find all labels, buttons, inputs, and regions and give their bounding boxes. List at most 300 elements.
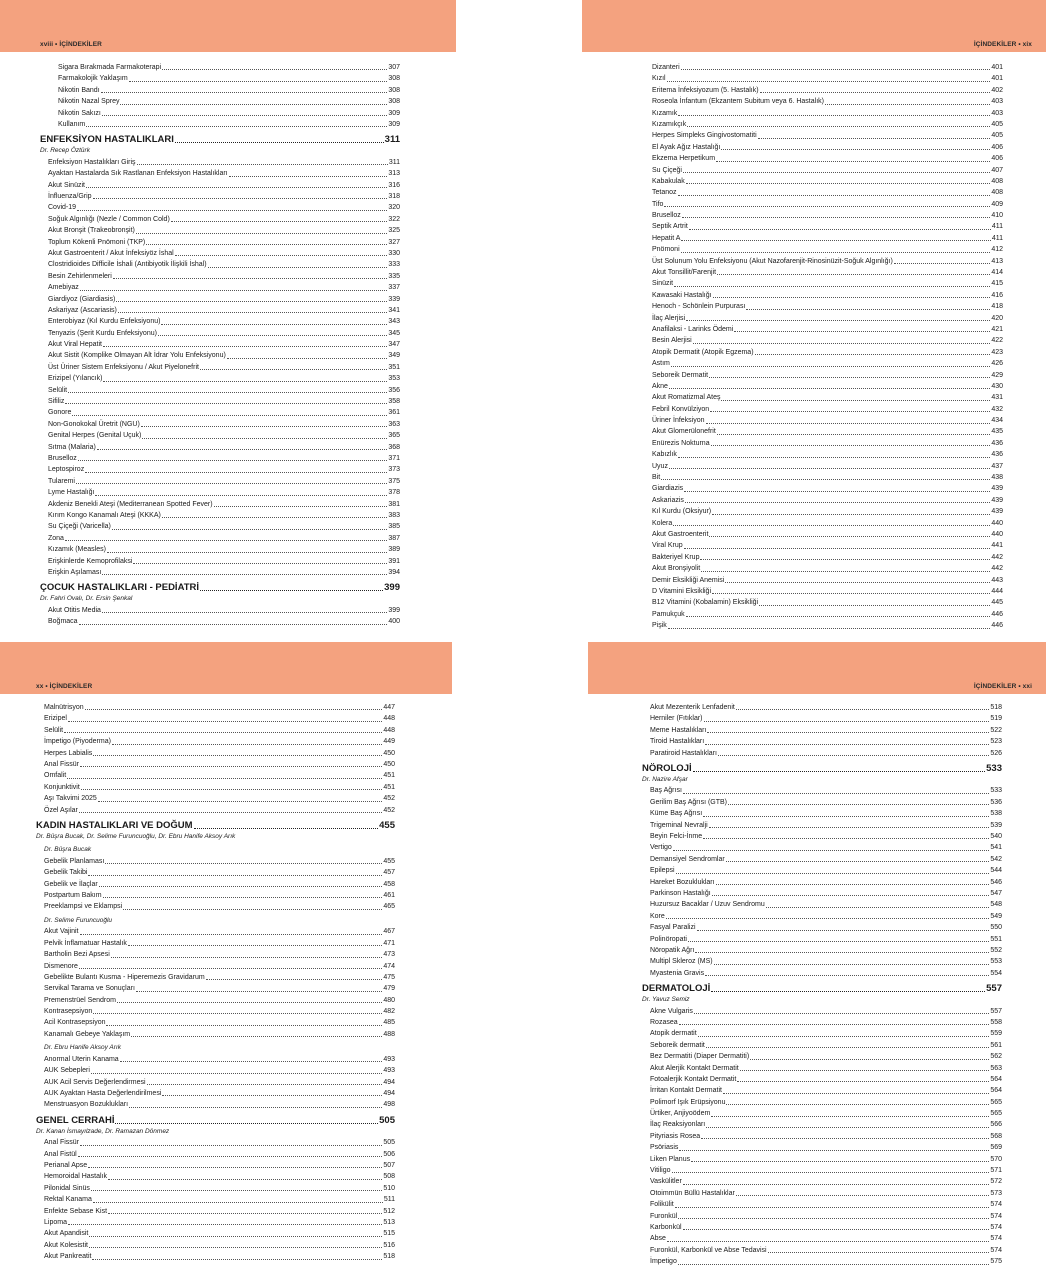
dot-leader [707, 732, 989, 733]
toc-entry[interactable] [644, 620, 1003, 631]
toc-entry[interactable] [40, 407, 400, 418]
toc-entry-title: Preeklampsi ve Eklampsi [44, 903, 123, 911]
toc-entry[interactable] [644, 575, 1003, 586]
toc-entry[interactable] [40, 464, 400, 475]
toc-entry-title: KADIN HASTALIKLARI VE DOĞUM [36, 819, 193, 831]
toc-entry[interactable] [40, 96, 400, 107]
toc-entry[interactable] [644, 324, 1003, 335]
toc-entry[interactable] [642, 956, 1002, 967]
toc-entry[interactable] [40, 168, 400, 179]
dot-leader [679, 1150, 989, 1151]
page-number: 548 [990, 901, 1002, 909]
toc-entry-title: Kızamıkçık [652, 120, 687, 128]
toc-entry[interactable] [642, 899, 1002, 910]
toc-entry[interactable] [40, 305, 400, 316]
toc-entry[interactable] [40, 567, 400, 578]
toc-entry-title: Akut Alerjik Kontakt Dermatit [650, 1064, 739, 1072]
dot-leader [728, 804, 989, 805]
toc-entry[interactable] [40, 316, 400, 327]
dot-leader [79, 812, 382, 813]
toc-entry-title: AUK Acil Servis Değerlendirmesi [44, 1078, 146, 1086]
toc-entry[interactable] [36, 1228, 395, 1239]
toc-entry[interactable] [644, 313, 1003, 324]
toc-entry[interactable] [642, 1131, 1002, 1142]
toc-entry-title: Akut Glomerülonefrit [652, 428, 716, 436]
toc-entry-title: Hareket Bozuklukları [650, 878, 715, 886]
dot-leader [717, 434, 991, 435]
toc-entry[interactable] [36, 793, 395, 804]
toc-entry[interactable] [36, 1217, 395, 1228]
toc-entry[interactable] [644, 540, 1003, 551]
page-number: 345 [388, 329, 400, 337]
toc-entry-title: Fotoalerjik Kontakt Dermatit [650, 1075, 737, 1083]
toc-entry[interactable] [36, 901, 395, 912]
toc-entry[interactable] [642, 1211, 1002, 1222]
toc-entry[interactable] [36, 1065, 395, 1076]
toc-entry[interactable] [40, 476, 400, 487]
toc-entry[interactable] [40, 73, 400, 84]
toc-entry[interactable] [40, 282, 400, 293]
toc-entry[interactable] [644, 552, 1003, 563]
toc-entry[interactable] [644, 347, 1003, 358]
toc-entry[interactable] [644, 153, 1003, 164]
toc-entry[interactable] [36, 759, 395, 770]
dot-leader [194, 828, 379, 829]
toc-entry[interactable] [644, 142, 1003, 153]
toc-entry[interactable] [40, 202, 400, 213]
page-number: 311 [388, 158, 400, 166]
toc-entry[interactable] [36, 1171, 395, 1182]
dot-leader [129, 1107, 382, 1108]
toc-entry[interactable] [642, 945, 1002, 956]
toc-entry[interactable] [40, 556, 400, 567]
dot-leader [750, 1059, 989, 1060]
toc-entry[interactable] [644, 449, 1003, 460]
page-number: 564 [990, 1075, 1002, 1083]
page-number: 570 [990, 1155, 1002, 1163]
toc-entry[interactable] [642, 1176, 1002, 1187]
toc-entry[interactable] [642, 1256, 1002, 1267]
toc-entry[interactable] [642, 1040, 1002, 1051]
toc-entry[interactable] [36, 983, 395, 994]
toc-entry[interactable] [40, 248, 400, 259]
page-number: 522 [990, 726, 1002, 734]
toc-entry[interactable] [644, 358, 1003, 369]
toc-page-xviii [0, 0, 460, 640]
toc-entry[interactable] [36, 972, 395, 983]
toc-entry[interactable] [40, 499, 400, 510]
dot-leader [703, 816, 989, 817]
toc-entry-title: Akut Mezenterik Lenfadenit [650, 703, 735, 711]
toc-entry[interactable] [642, 922, 1002, 933]
page-number: 413 [991, 257, 1003, 265]
toc-entry[interactable] [644, 483, 1003, 494]
page-number: 558 [990, 1018, 1002, 1026]
toc-entry[interactable] [644, 278, 1003, 289]
toc-entry[interactable] [642, 1120, 1002, 1131]
toc-entry[interactable] [644, 96, 1003, 107]
toc-entry[interactable] [642, 785, 1002, 796]
toc-entry[interactable] [36, 1206, 395, 1217]
toc-entry[interactable] [36, 1137, 395, 1148]
toc-entry[interactable] [644, 108, 1003, 119]
toc-section-heading[interactable] [642, 982, 1002, 995]
toc-entry[interactable] [40, 191, 400, 202]
toc-entry-title: Askariazis [652, 496, 684, 504]
toc-entry[interactable] [644, 256, 1003, 267]
dot-leader [686, 183, 991, 184]
toc-entry[interactable] [40, 373, 400, 384]
dot-leader [162, 69, 387, 70]
dot-leader [106, 1025, 382, 1026]
toc-entry[interactable] [644, 563, 1003, 574]
toc-entry[interactable] [40, 533, 400, 544]
page-number: 562 [990, 1053, 1002, 1061]
toc-entry[interactable] [644, 176, 1003, 187]
dot-leader [726, 1104, 989, 1105]
toc-entry[interactable] [644, 529, 1003, 540]
toc-entry[interactable] [36, 1017, 395, 1028]
toc-entry[interactable] [40, 180, 400, 191]
toc-entry[interactable] [36, 805, 395, 816]
toc-entry[interactable] [40, 294, 400, 305]
toc-section-heading[interactable] [40, 133, 400, 146]
toc-entry[interactable] [644, 427, 1003, 438]
toc-entry[interactable] [36, 1088, 395, 1099]
toc-entry[interactable] [644, 267, 1003, 278]
page-number: 447 [383, 703, 395, 711]
toc-entry[interactable] [36, 890, 395, 901]
toc-entry[interactable] [40, 157, 400, 168]
toc-entry[interactable] [40, 396, 400, 407]
toc-entry-title: Rektal Kanama [44, 1196, 92, 1204]
toc-entry-title: Nikotin Nazal Sprey [58, 98, 120, 106]
toc-entry[interactable] [36, 1054, 395, 1065]
toc-entry-title: ENFEKSİYON HASTALIKLARI [40, 134, 174, 146]
toc-entry[interactable] [40, 510, 400, 521]
toc-entry[interactable] [36, 938, 395, 949]
toc-entry-title: Sıtma (Malaria) [48, 443, 96, 451]
toc-entry[interactable] [36, 713, 395, 724]
toc-entry[interactable] [642, 1245, 1002, 1256]
page-number: 385 [388, 523, 400, 531]
dot-leader [713, 297, 991, 298]
toc-entry-title: Enfekte Sebase Kist [44, 1207, 108, 1215]
toc-section-heading[interactable] [36, 819, 395, 832]
dot-leader [678, 1264, 989, 1265]
toc-list [642, 702, 1002, 1268]
toc-entry[interactable] [642, 1165, 1002, 1176]
toc-entry[interactable] [36, 770, 395, 781]
toc-entry[interactable] [644, 609, 1003, 620]
subsection-author: Dr. Ebru Hanife Aksoy Arık [44, 1044, 121, 1052]
toc-entry[interactable] [642, 877, 1002, 888]
toc-entry[interactable] [40, 544, 400, 555]
page-number: 544 [990, 867, 1002, 875]
page-number: 564 [990, 1087, 1002, 1095]
toc-entry[interactable] [644, 199, 1003, 210]
toc-entry-title: Septik Artrit [652, 223, 688, 231]
page-number: 399 [384, 582, 400, 594]
toc-entry[interactable] [644, 290, 1003, 301]
toc-entry[interactable] [642, 1063, 1002, 1074]
toc-entry[interactable] [644, 415, 1003, 426]
toc-entry[interactable] [644, 597, 1003, 608]
toc-entry[interactable] [36, 867, 395, 878]
toc-entry-title: Bakteriyel Krup [652, 553, 700, 561]
toc-entry-title: Erişkinlerde Kemoprofilaksi [48, 557, 133, 565]
toc-entry[interactable] [36, 702, 395, 713]
toc-entry[interactable] [36, 1149, 395, 1160]
page-number: 518 [990, 703, 1002, 711]
toc-entry[interactable] [40, 108, 400, 119]
toc-section-heading[interactable] [40, 581, 400, 594]
toc-entry[interactable] [40, 328, 400, 339]
toc-entry[interactable] [642, 1142, 1002, 1153]
toc-entry[interactable] [642, 702, 1002, 713]
toc-entry[interactable] [36, 1160, 395, 1171]
dot-leader [123, 909, 382, 910]
dot-leader [711, 991, 985, 992]
toc-entry[interactable] [644, 335, 1003, 346]
toc-entry[interactable] [36, 748, 395, 759]
page-number: 434 [991, 417, 1003, 425]
dot-leader [706, 1047, 989, 1048]
toc-entry[interactable] [642, 713, 1002, 724]
toc-entry[interactable] [40, 119, 400, 130]
running-head: xviii • İÇİNDEKİLER [40, 41, 102, 48]
page-number: 309 [388, 120, 400, 128]
page-number: 533 [990, 787, 1002, 795]
toc-entry-title: Aşı Takvimi 2025 [44, 795, 97, 803]
toc-entry[interactable] [644, 73, 1003, 84]
toc-entry-title: Perianal Apse [44, 1161, 88, 1169]
toc-entry[interactable] [642, 797, 1002, 808]
toc-entry[interactable] [40, 430, 400, 441]
toc-entry[interactable] [642, 854, 1002, 865]
dot-leader [107, 552, 387, 553]
toc-entry[interactable] [642, 1222, 1002, 1233]
toc-entry[interactable] [644, 495, 1003, 506]
toc-entry[interactable] [36, 995, 395, 1006]
toc-entry[interactable] [40, 487, 400, 498]
toc-entry[interactable] [644, 392, 1003, 403]
toc-entry[interactable] [40, 419, 400, 430]
toc-entry[interactable] [36, 1194, 395, 1205]
toc-entry[interactable] [36, 961, 395, 972]
toc-entry[interactable] [644, 221, 1003, 232]
toc-entry-title: Toplum Kökenli Pnömoni (TKP) [48, 238, 146, 246]
dot-leader [714, 964, 990, 965]
toc-entry[interactable] [36, 736, 395, 747]
toc-entry[interactable] [644, 438, 1003, 449]
toc-entry[interactable] [40, 62, 400, 73]
dot-leader [705, 975, 989, 976]
toc-entry[interactable] [36, 1240, 395, 1251]
toc-entry[interactable] [642, 1074, 1002, 1085]
page-number: 506 [383, 1150, 395, 1158]
toc-entry-title: Giardiyoz (Giardiasis) [48, 295, 116, 303]
toc-entry[interactable] [642, 1154, 1002, 1165]
toc-entry[interactable] [644, 370, 1003, 381]
toc-entry[interactable] [642, 831, 1002, 842]
toc-entry-title: Anal Fissür [44, 760, 80, 768]
toc-entry[interactable] [642, 1085, 1002, 1096]
toc-entry-title: Rozasea [650, 1018, 678, 1026]
dot-leader [229, 176, 388, 177]
toc-entry[interactable] [642, 1108, 1002, 1119]
toc-entry-title: Herniler (Fıtıklar) [650, 715, 703, 723]
dot-leader [78, 1156, 383, 1157]
toc-page-xxi [586, 642, 1046, 1280]
toc-entry[interactable] [644, 233, 1003, 244]
toc-entry-title: Herpes Labialis [44, 749, 93, 757]
dot-leader [709, 827, 990, 828]
toc-entry[interactable] [36, 782, 395, 793]
page-number: 505 [383, 1139, 395, 1147]
toc-entry[interactable] [642, 968, 1002, 979]
toc-entry-title: Akut Sinüzit [48, 181, 85, 189]
toc-entry-title: Gebelikte Bulantı Kusma - Hiperemezis Gravidarum [44, 973, 205, 981]
toc-entry[interactable] [642, 1028, 1002, 1039]
toc-entry[interactable] [644, 381, 1003, 392]
toc-entry-title: Askariyaz (Ascariasis) [48, 306, 117, 314]
toc-entry[interactable] [36, 1183, 395, 1194]
toc-entry[interactable] [642, 1051, 1002, 1062]
running-head: İÇİNDEKİLER • xxi [973, 683, 1032, 690]
toc-entry[interactable] [642, 748, 1002, 759]
toc-entry-title: Akut Pankreatit [44, 1253, 92, 1261]
toc-entry[interactable] [644, 586, 1003, 597]
toc-section-heading[interactable] [36, 1114, 395, 1127]
toc-entry[interactable] [642, 1233, 1002, 1244]
toc-entry[interactable] [36, 879, 395, 890]
toc-entry[interactable] [642, 934, 1002, 945]
toc-entry[interactable] [644, 85, 1003, 96]
dot-leader [175, 255, 388, 256]
toc-entry-title: Farmakolojik Yaklaşım [58, 75, 128, 83]
toc-entry[interactable] [642, 808, 1002, 819]
toc-entry[interactable] [644, 472, 1003, 483]
toc-entry[interactable] [40, 385, 400, 396]
toc-entry[interactable] [644, 301, 1003, 312]
toc-entry[interactable] [40, 225, 400, 236]
dot-leader [68, 1224, 382, 1225]
toc-entry-title: Fasyal Paralizi [650, 924, 696, 932]
toc-entry[interactable] [642, 842, 1002, 853]
toc-section-heading[interactable] [642, 762, 1002, 775]
toc-entry-title: Akut Bronşit (Trakeobronşit) [48, 227, 135, 235]
toc-entry[interactable] [644, 244, 1003, 255]
toc-entry[interactable] [36, 1099, 395, 1110]
toc-entry-title: Nikotin Sakızı [58, 109, 101, 117]
toc-entry[interactable] [36, 926, 395, 937]
toc-entry[interactable] [642, 888, 1002, 899]
toc-entry-title: Kontrasepsiyon [44, 1008, 93, 1016]
toc-entry[interactable] [36, 1006, 395, 1017]
toc-entry-title: Henoch - Schönlein Purpurası [652, 303, 746, 311]
toc-entry-title: Nikotin Bandı [58, 86, 100, 94]
page-number: 402 [991, 86, 1003, 94]
toc-entry[interactable] [642, 1006, 1002, 1017]
toc-entry-title: İnfluenza/Grip [48, 193, 92, 200]
page-number: 418 [991, 303, 1003, 311]
page-number: 356 [388, 386, 400, 394]
toc-entry[interactable] [644, 506, 1003, 517]
page-number: 335 [388, 272, 400, 280]
dot-leader [112, 529, 387, 530]
toc-entry[interactable] [40, 237, 400, 248]
dot-leader [108, 1213, 382, 1214]
toc-entry[interactable] [644, 187, 1003, 198]
toc-entry[interactable] [36, 856, 395, 867]
dot-leader [701, 1138, 989, 1139]
toc-entry[interactable] [642, 820, 1002, 831]
toc-entry[interactable] [644, 518, 1003, 529]
toc-entry[interactable] [642, 911, 1002, 922]
toc-entry-title: Roseola İnfantum (Ekzantem Subitum veya 6. Hastalık) [652, 98, 824, 106]
toc-entry[interactable] [642, 1097, 1002, 1108]
dot-leader [120, 104, 387, 105]
toc-entry[interactable] [36, 1029, 395, 1040]
toc-entry[interactable] [40, 616, 400, 627]
toc-entry[interactable] [644, 461, 1003, 472]
dot-leader [111, 957, 383, 958]
page-number: 574 [990, 1235, 1002, 1243]
toc-entry[interactable] [644, 165, 1003, 176]
toc-entry[interactable] [40, 214, 400, 225]
dot-leader [674, 286, 990, 287]
page-number: 394 [388, 568, 400, 576]
toc-entry[interactable] [40, 605, 400, 616]
dot-leader [705, 744, 989, 745]
dot-leader [128, 945, 382, 946]
toc-entry[interactable] [40, 259, 400, 270]
toc-entry[interactable] [642, 1017, 1002, 1028]
toc-entry[interactable] [644, 210, 1003, 221]
toc-entry[interactable] [642, 865, 1002, 876]
toc-entry[interactable] [36, 725, 395, 736]
toc-entry[interactable] [40, 362, 400, 373]
toc-entry[interactable] [36, 1251, 395, 1262]
toc-entry-title: Covid-19 [48, 204, 77, 212]
toc-entry[interactable] [40, 271, 400, 282]
toc-entry[interactable] [644, 404, 1003, 415]
toc-entry[interactable] [40, 85, 400, 96]
toc-entry[interactable] [40, 453, 400, 464]
toc-entry[interactable] [40, 350, 400, 361]
toc-entry[interactable] [642, 725, 1002, 736]
page-number: 512 [383, 1207, 395, 1215]
toc-entry[interactable] [644, 62, 1003, 73]
toc-entry[interactable] [644, 130, 1003, 141]
page-header [588, 642, 1046, 694]
toc-entry[interactable] [642, 1199, 1002, 1210]
dot-leader [683, 1229, 990, 1230]
toc-entry[interactable] [40, 339, 400, 350]
toc-entry[interactable] [40, 521, 400, 532]
dot-leader [76, 483, 387, 484]
toc-entry-title: Akut Kolesistit [44, 1241, 88, 1249]
toc-entry[interactable] [40, 442, 400, 453]
page-number: 444 [991, 587, 1003, 595]
dot-leader [120, 1061, 383, 1062]
toc-entry[interactable] [36, 949, 395, 960]
toc-entry[interactable] [36, 1077, 395, 1088]
toc-entry[interactable] [642, 736, 1002, 747]
toc-entry[interactable] [642, 1188, 1002, 1199]
toc-entry[interactable] [644, 119, 1003, 130]
